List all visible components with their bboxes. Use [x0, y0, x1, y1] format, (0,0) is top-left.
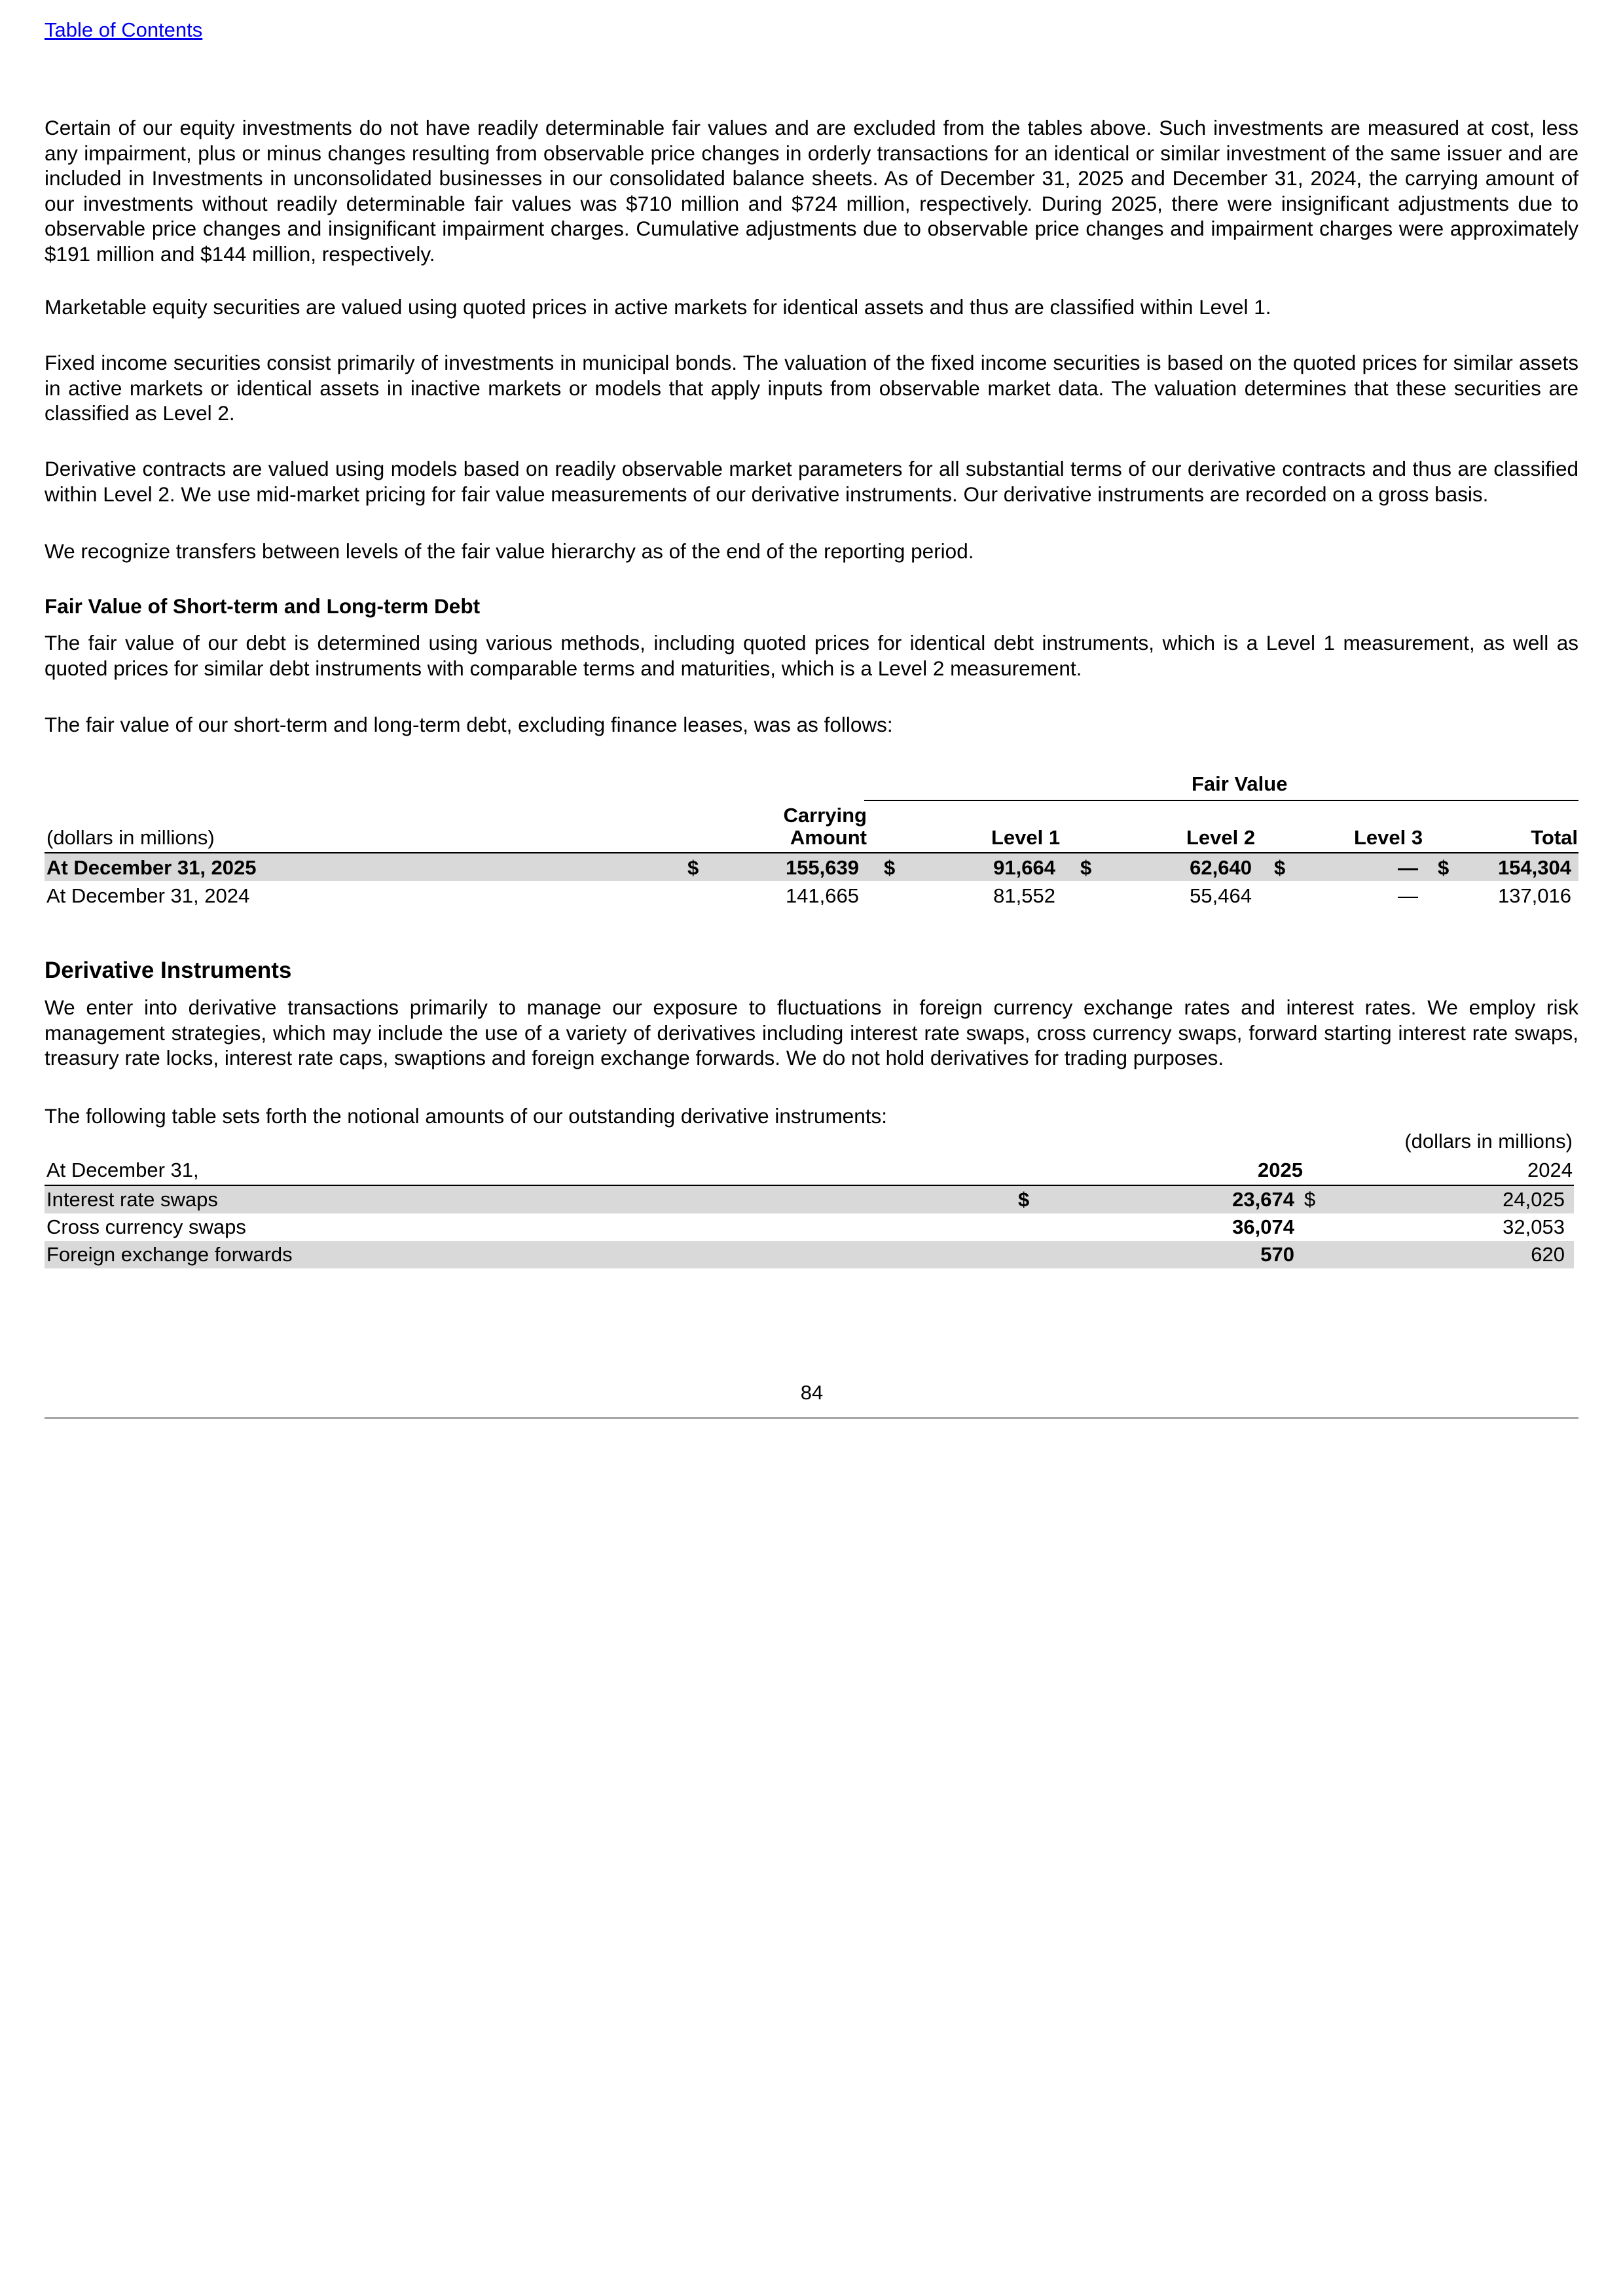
col-header-level3: Level 3: [1354, 826, 1423, 849]
level2-value: 62,640: [1190, 856, 1252, 879]
paragraph-transfers: We recognize transfers between levels of the fair value hierarchy as of the end of the reporting period.: [45, 539, 974, 563]
level3-value: —: [1398, 856, 1418, 879]
level1-value: 91,664: [993, 856, 1055, 879]
value-2024: 620: [1531, 1243, 1565, 1266]
deriv-row-highlight: [45, 1186, 1574, 1213]
col-header-amount: Amount: [790, 826, 867, 849]
currency-symbol: $: [687, 856, 699, 879]
value-2025: 570: [1260, 1243, 1294, 1266]
paragraph-derivatives: We enter into derivative transactions primarily to manage our exposure to fluctuations in foreign currency exchange rates and interest rates. We employ risk management strategies, which may include the use of a variety of derivatives including interest rate swaps, cross currency swaps, forward starting interest rate swaps, treasury rate locks, interest rate caps, swaptions and foreign exchange forwards. We do not hold derivatives for trading purposes.: [45, 996, 1578, 1069]
paragraph-debt-intro: The fair value of our short-term and long-term debt, excluding finance leases, was as follows:: [45, 713, 893, 736]
value-2025: 36,074: [1232, 1215, 1294, 1238]
row-label: Foreign exchange forwards: [46, 1243, 293, 1266]
carrying-amount: 155,639: [785, 856, 859, 879]
col-header-level1: Level 1: [991, 826, 1061, 849]
currency-symbol: $: [1438, 856, 1450, 879]
level2-value: 55,464: [1190, 884, 1252, 907]
paragraph-derivative-table-intro: The following table sets forth the notional amounts of our outstanding derivative instruments:: [45, 1104, 887, 1128]
footer-divider: [45, 1417, 1578, 1419]
col-header-total: Total: [1531, 826, 1578, 849]
value-2024: 32,053: [1503, 1215, 1565, 1238]
currency-symbol: $: [1274, 856, 1286, 879]
currency-symbol: $: [884, 856, 896, 879]
total-value: 154,304: [1497, 856, 1571, 879]
paragraph-equity-investments: Certain of our equity investments do not have readily determinable fair values and are excluded from the tables above. Such investments are measured at cost, less any impairment, plus or minus changes resulting from observable price changes in orderly transactions for an identical or similar investment of the same issuer and are included in Investments in unconsolidated businesses in our consolidated balance sheets. As of December 31, 2025 and December 31, 2024, the carrying amount of our investments without readily determinable fair values was $710 million and $724 million, respectively. During 2025, there were insignificant adjustments due to observable price changes and insignificant impairment charges. Cumulative adjustments due to observable price changes and impairment charges were approximately $191 million and $144 million, respectively.: [45, 116, 1578, 266]
total-value: 137,016: [1497, 884, 1571, 907]
fair-value-header-rule: [864, 800, 1578, 801]
paragraph-marketable-securities: Marketable equity securities are valued using quoted prices in active markets for identical assets and thus are classified within Level 1.: [45, 295, 1271, 319]
units-label: (dollars in millions): [1404, 1130, 1573, 1153]
currency-symbol: $: [1304, 1188, 1316, 1211]
heading-derivative-instruments: Derivative Instruments: [45, 958, 292, 983]
paragraph-fixed-income: Fixed income securities consist primarily of investments in municipal bonds. The valuation of the fixed income securities is based on the quoted prices for similar assets in active markets or identical assets in inactive markets or models that apply inputs from observable market data. The valuation determines that these securities are classified as Level 2.: [45, 351, 1578, 425]
col-header-2024: 2024: [1527, 1158, 1573, 1181]
row-label: At December 31, 2024: [46, 884, 250, 907]
col-header-date: At December 31,: [46, 1158, 199, 1181]
carrying-amount: 141,665: [785, 884, 859, 907]
paragraph-derivative-contracts: Derivative contracts are valued using models based on readily observable market parameters for all substantial terms of our derivative contracts and thus are classified within Level 2. We use mid-market pricing for fair value measurements of our derivative instruments. Our derivative instruments are recorded on a gross basis.: [45, 457, 1578, 506]
col-header-2025: 2025: [1258, 1158, 1303, 1181]
value-2024: 24,025: [1503, 1188, 1565, 1211]
fair-value-group-header: Fair Value: [1192, 772, 1288, 795]
units-label: (dollars in millions): [46, 826, 215, 849]
currency-symbol: $: [1018, 1188, 1030, 1211]
paragraph-debt-methods: The fair value of our debt is determined using various methods, including quoted prices for identical debt instruments, which is a Level 1 measurement, as well as quoted prices for similar debt instruments with comparable terms and maturities, which is a Level 2 measurement.: [45, 631, 1578, 680]
currency-symbol: $: [1080, 856, 1092, 879]
row-label: At December 31, 2025: [46, 856, 257, 879]
level3-value: —: [1398, 884, 1418, 907]
row-label: Cross currency swaps: [46, 1215, 246, 1238]
table-of-contents-link[interactable]: Table of Contents: [45, 18, 203, 41]
page-number: 84: [800, 1381, 824, 1404]
value-2025: 23,674: [1232, 1188, 1294, 1211]
col-header-level2: Level 2: [1186, 826, 1256, 849]
row-label: Interest rate swaps: [46, 1188, 218, 1211]
col-header-carrying: Carrying: [783, 804, 867, 827]
level1-value: 81,552: [993, 884, 1055, 907]
heading-fair-value-debt: Fair Value of Short-term and Long-term Debt: [45, 594, 481, 618]
